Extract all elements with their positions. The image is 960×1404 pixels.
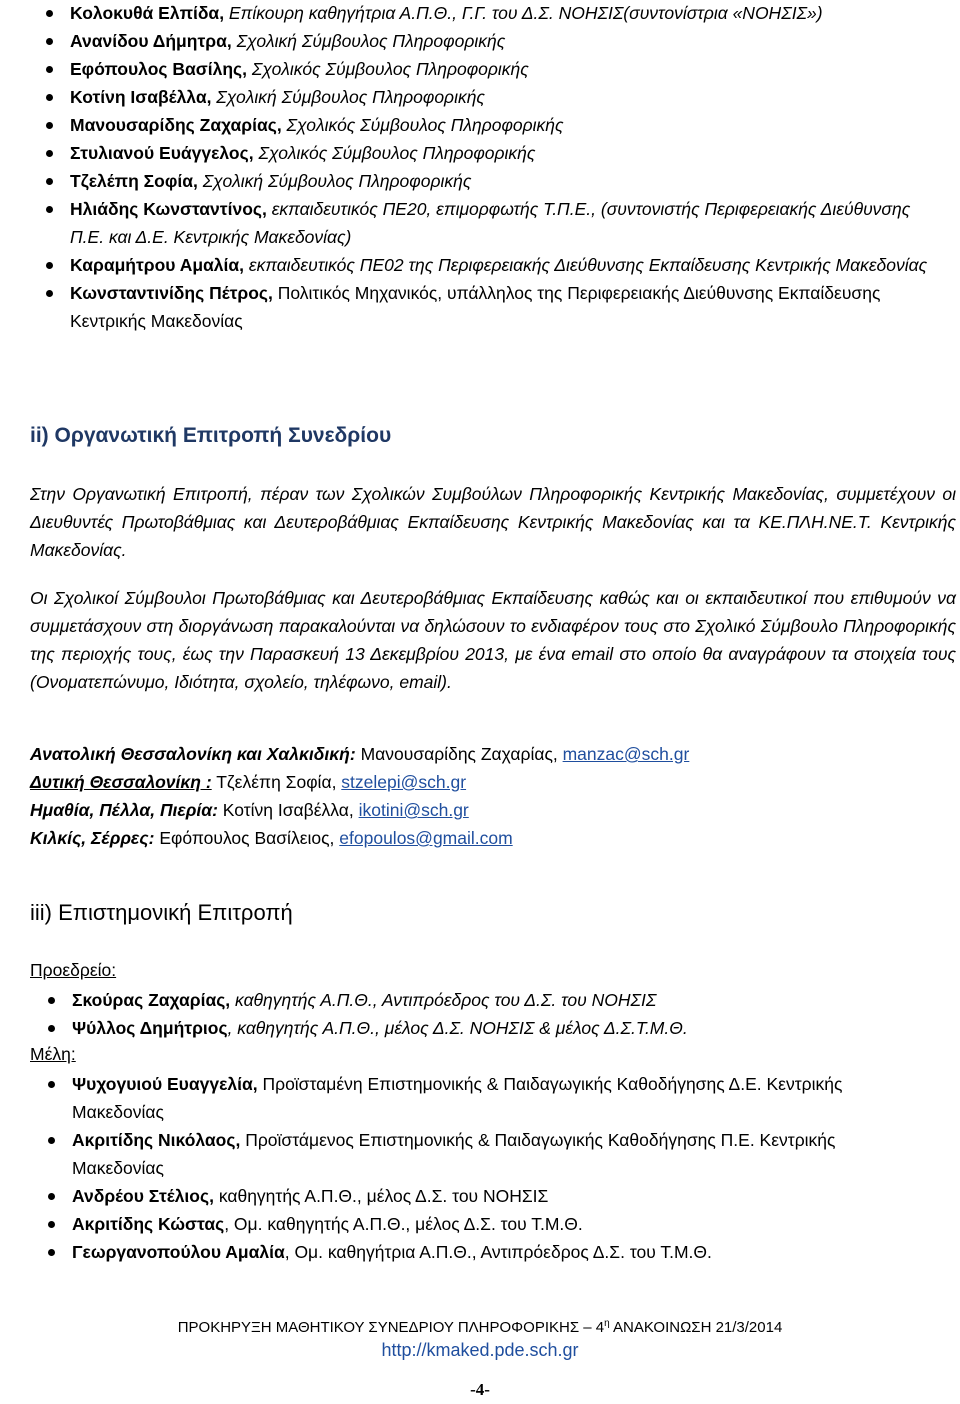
list-item: Εφόπουλος Βασίλης, Σχολικός Σύμβουλος Πληροφορικής	[70, 55, 936, 83]
members-label: Μέλη:	[30, 1044, 76, 1064]
presidium-label: Προεδρείο:	[30, 960, 117, 980]
list-item: Σκούρας Ζαχαρίας, καθηγητής Α.Π.Θ., Αντιπρόεδρος του Δ.Σ. του ΝΟΗΣΙΣ	[72, 986, 932, 1014]
organizing-committee-paragraph: Στην Οργανωτική Επιτροπή, πέραν των Σχολικών Συμβούλων Πληροφορικής Κεντρικής Μακεδονίας, συμμετέχουν οι Διευθυντές Πρωτοβάθμιας και Δευτεροβάθμιας Εκπαίδευσης Κεντρικής Μακεδονίας και τα ΚΕ.ΠΛΗ.ΝΕ.Τ. Κεντρικής Μακεδονίας.	[30, 484, 956, 560]
email-link[interactable]: ikotini@sch.gr	[358, 800, 469, 820]
contact-line: Ημαθία, Πέλλα, Πιερία: Κοτίνη Ισαβέλλα, ikotini@sch.gr	[30, 800, 469, 820]
email-link[interactable]: stzelepi@sch.gr	[341, 772, 467, 792]
regional-contacts	[30, 740, 956, 852]
list-item: Μανουσαρίδης Ζαχαρίας, Σχολικός Σύμβουλος Πληροφορικής	[70, 111, 936, 139]
email-link[interactable]: efopoulos@gmail.com	[339, 828, 513, 848]
list-item: Καραμήτρου Αμαλία, εκπαιδευτικός ΠΕ02 της Περιφερειακής Διεύθυνσης Εκπαίδευσης Κεντρικής Μακεδονίας	[70, 251, 936, 279]
members-list	[72, 1070, 932, 1266]
list-item: Ψύλλος Δημήτριος, καθηγητής Α.Π.Θ., μέλος Δ.Σ. ΝΟΗΣΙΣ & μέλος Δ.Σ.Τ.Μ.Θ.	[72, 1014, 932, 1042]
participation-paragraph: Οι Σχολικοί Σύμβουλοι Πρωτοβάθμιας και Δευτεροβάθμιας Εκπαίδευσης καθώς και οι εκπαιδευτικοί που επιθυμούν να συμμετάσχουν στη διοργάνωση παρακαλούνται να δηλώσουν το ενδιαφέρον τους στο Σχολικό Σύμβουλο Πληροφορικής της περιοχής τους, έως την Παρασκευή 13 Δεκεμβρίου 2013, με ένα email στο οποίο θα αναγράφουν τα στοιχεία τους (Ονοματεπώνυμο, Ιδιότητα, σχολείο, τηλέφωνο, email).	[30, 588, 956, 692]
section-heading-organizing-committee: ii) Οργανωτική Επιτροπή Συνεδρίου	[30, 424, 392, 447]
list-item: Στυλιανού Ευάγγελος, Σχολικός Σύμβουλος Πληροφορικής	[70, 139, 936, 167]
list-item: Ανδρέου Στέλιος, καθηγητής Α.Π.Θ., μέλος Δ.Σ. του ΝΟΗΣΙΣ	[72, 1182, 932, 1210]
contact-line: Ανατολική Θεσσαλονίκη και Χαλκιδική: Μανουσαρίδης Ζαχαρίας, manzac@sch.gr	[30, 744, 690, 764]
email-link[interactable]: manzac@sch.gr	[562, 744, 690, 764]
list-item: Ηλιάδης Κωνσταντίνος, εκπαιδευτικός ΠΕ20, επιμορφωτής Τ.Π.Ε., (συντονιστής Περιφερειακής Διεύθυνσης Π.Ε. και Δ.Ε. Κεντρικής Μακεδονίας)	[70, 195, 936, 251]
page-number: -4-	[470, 1380, 490, 1399]
footer-title: ΠΡΟΚΗΡΥΞΗ ΜΑΘΗΤΙΚΟΥ ΣΥΝΕΔΡΙΟΥ ΠΛΗΡΟΦΟΡΙΚΗΣ – $4^\eta$ ΑΝΑΚΟΙΝΩΣΗ 21/3/2014	[177, 1318, 783, 1336]
list-item: Ακριτίδης Κώστας, Ομ. καθηγητής Α.Π.Θ., μέλος Δ.Σ. του Τ.Μ.Θ.	[72, 1210, 932, 1238]
footer-url	[0, 1340, 960, 1361]
list-item: Ανανίδου Δήμητρα, Σχολική Σύμβουλος Πληροφορικής	[70, 27, 936, 55]
list-item: Κολοκυθά Ελπίδα, Επίκουρη καθηγήτρια Α.Π.Θ., Γ.Γ. του Δ.Σ. ΝΟΗΣΙΣ(συντονίστρια «ΝΟΗΣΙΣ»)	[70, 0, 936, 27]
website-link[interactable]: http://kmaked.pde.sch.gr	[381, 1340, 579, 1360]
list-item: Κωνσταντινίδης Πέτρος, Πολιτικός Μηχανικός, υπάλληλος της Περιφερειακής Διεύθυνσης Εκπαίδευσης Κεντρικής Μακεδονίας	[70, 279, 936, 335]
coordinating-committee-list	[70, 0, 936, 335]
presidium-list	[72, 986, 932, 1042]
list-item: Ακριτίδης Νικόλαος, Προϊστάμενος Επιστημονικής & Παιδαγωγικής Καθοδήγησης Π.Ε. Κεντρικής Μακεδονίας	[72, 1126, 932, 1182]
list-item: Ψυχογυιού Ευαγγελία, Προϊσταμένη Επιστημονικής & Παιδαγωγικής Καθοδήγησης Δ.Ε. Κεντρικής Μακεδονίας	[72, 1070, 932, 1126]
contact-line: Κιλκίς, Σέρρες: Εφόπουλος Βασίλειος, efopoulos@gmail.com	[30, 828, 513, 848]
section-heading-scientific-committee: iii) Επιστημονική Επιτροπή	[30, 900, 293, 925]
list-item: Τζελέπη Σοφία, Σχολική Σύμβουλος Πληροφορικής	[70, 167, 936, 195]
contact-line: Δυτική Θεσσαλονίκη : Τζελέπη Σοφία, stzelepi@sch.gr	[30, 772, 467, 792]
list-item: Γεωργανοπούλου Αμαλία, Ομ. καθηγήτρια Α.Π.Θ., Αντιπρόεδρος Δ.Σ. του Τ.Μ.Θ.	[72, 1238, 932, 1266]
list-item: Κοτίνη Ισαβέλλα, Σχολική Σύμβουλος Πληροφορικής	[70, 83, 936, 111]
